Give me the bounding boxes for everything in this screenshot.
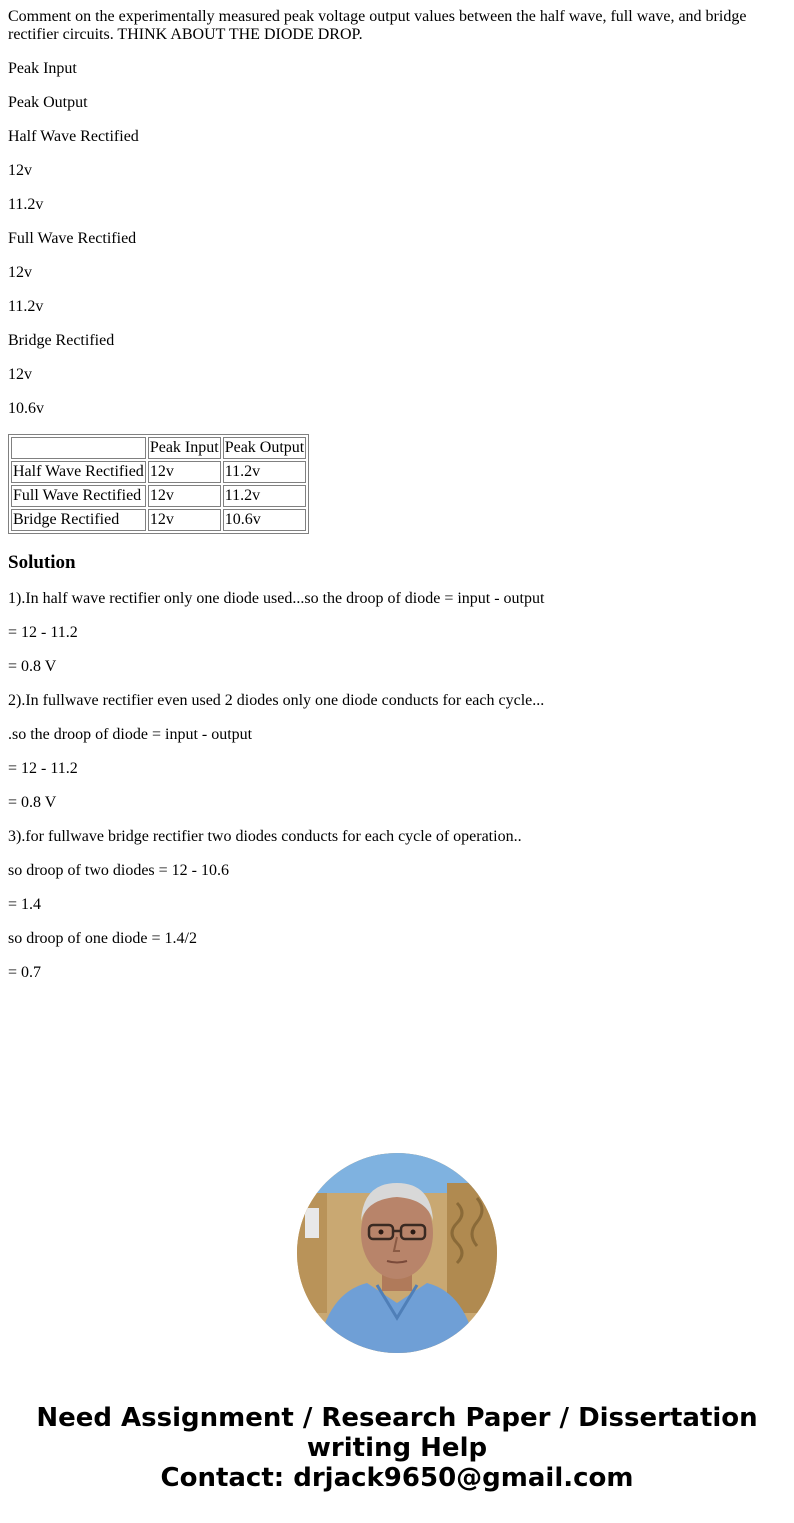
table-cell: 11.2v	[223, 461, 307, 483]
solution-line: = 1.4	[8, 896, 42, 913]
question-line: 12v	[8, 366, 32, 383]
table-cell: Bridge Rectified	[11, 509, 146, 531]
solution-line: so droop of one diode = 1.4/2	[8, 930, 197, 947]
table-header-cell: Peak Output	[223, 437, 307, 459]
promo-footer	[0, 1153, 794, 1493]
solution-line: 3).for fullwave bridge rectifier two diodes conducts for each cycle of operation..	[8, 828, 522, 845]
table-cell: 12v	[148, 485, 221, 507]
question-line: Half Wave Rectified	[8, 128, 139, 145]
table-cell: 10.6v	[223, 509, 307, 531]
question-text: Comment on the experimentally measured peak voltage output values between the half wave, full wave, and bridge rectifier circuits. THINK ABOUT THE DIODE DROP.	[8, 8, 747, 43]
table-cell: 11.2v	[223, 485, 307, 507]
solution-body	[8, 590, 786, 982]
question-line: 11.2v	[8, 196, 44, 213]
question-line: Peak Input	[8, 60, 77, 77]
banner-line: Need Assignment / Research Paper / Dissertation	[36, 1403, 758, 1433]
solution-line: .so the droop of diode = input - output	[8, 726, 253, 743]
solution-line: = 0.8 V	[8, 658, 57, 675]
question-line: 11.2v	[8, 298, 44, 315]
question-lines	[8, 60, 786, 418]
solution-line: so droop of two diodes = 12 - 10.6	[8, 862, 230, 879]
banner-line: writing Help	[306, 1433, 488, 1463]
question-line: Peak Output	[8, 94, 88, 111]
rectifier-table	[8, 434, 309, 534]
solution-line: = 12 - 11.2	[8, 624, 78, 641]
table-header-cell	[11, 437, 146, 459]
question-line: 12v	[8, 162, 32, 179]
question-line: Bridge Rectified	[8, 332, 115, 349]
contact-email: Contact: drjack9650@gmail.com	[160, 1463, 634, 1493]
solution-line: = 0.7	[8, 964, 42, 981]
contact-banner	[0, 1403, 794, 1493]
table-header-row	[11, 437, 306, 459]
table-header-cell: Peak Input	[148, 437, 221, 459]
solution-line: = 12 - 11.2	[8, 760, 78, 777]
table-cell: Half Wave Rectified	[11, 461, 146, 483]
table-cell: 12v	[148, 461, 221, 483]
table-row	[11, 485, 306, 507]
question-line: Full Wave Rectified	[8, 230, 137, 247]
table-row	[11, 509, 306, 531]
table-cell: 12v	[148, 509, 221, 531]
solution-heading: Solution	[8, 552, 76, 573]
solution-line: = 0.8 V	[8, 794, 57, 811]
solution-line: 2).In fullwave rectifier even used 2 diodes only one diode conducts for each cycle...	[8, 692, 545, 709]
solution-line: 1).In half wave rectifier only one diode used...so the droop of diode = input - output	[8, 590, 545, 607]
avatar-portrait-image	[297, 1153, 497, 1353]
avatar	[297, 1153, 497, 1353]
table-row	[11, 461, 306, 483]
table-cell: Full Wave Rectified	[11, 485, 146, 507]
question-line: 12v	[8, 264, 32, 281]
question-line: 10.6v	[8, 400, 44, 417]
